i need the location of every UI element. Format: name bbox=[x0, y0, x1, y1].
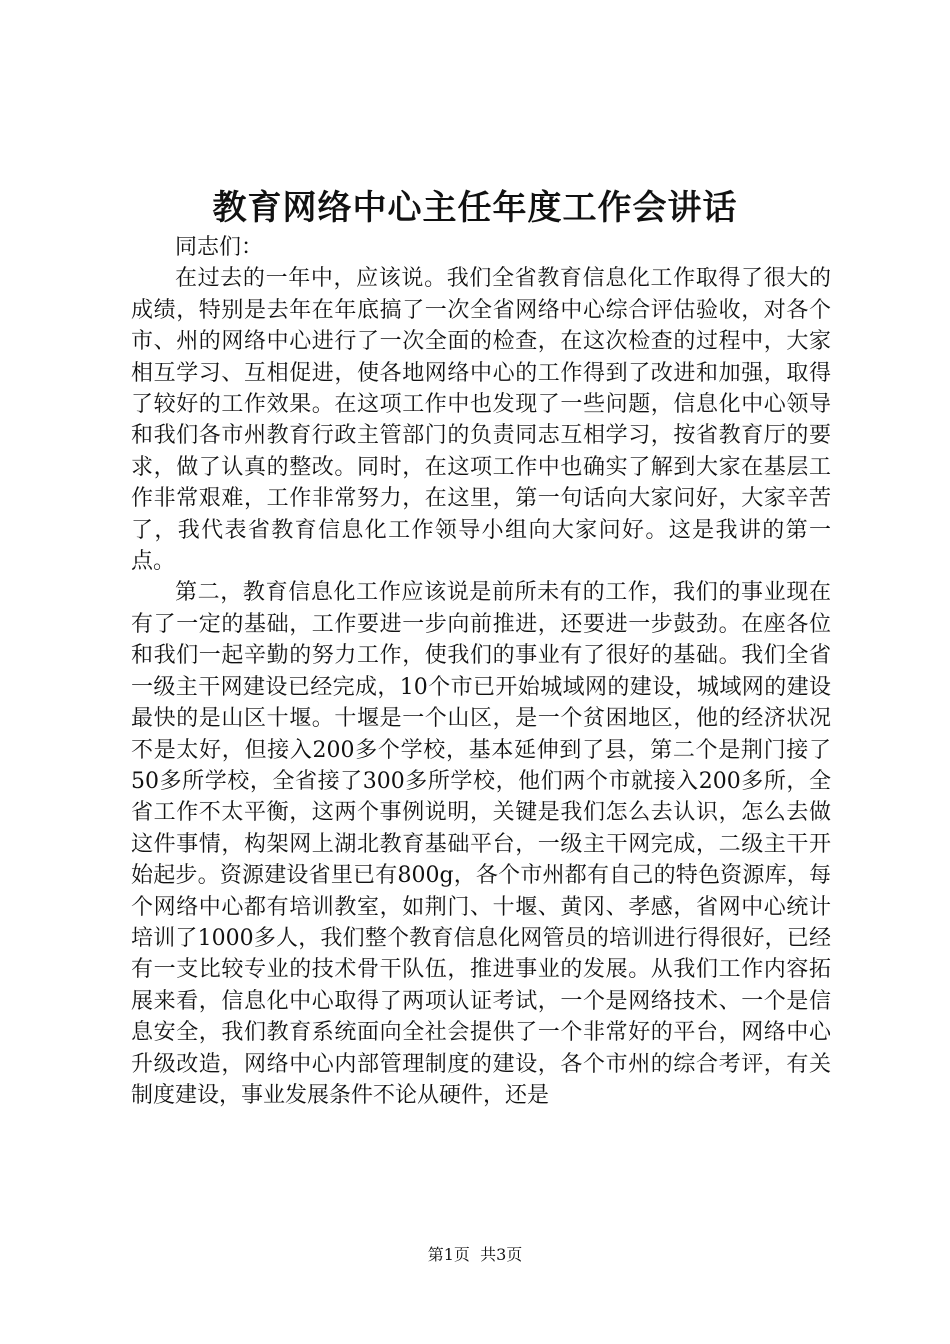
page-number-label: 第1页 共3页 bbox=[427, 1245, 523, 1264]
document-title: 教育网络中心主任年度工作会讲话 bbox=[212, 188, 738, 228]
salutation: 同志们： bbox=[175, 235, 264, 260]
paragraph-2: 第二，教育信息化工作应该说是前所未有的工作，我们的事业现在有了一定的基础，工作要进一步向前推进，还要进一步鼓劲。在座各位和我们一起辛勤的努力工作，使我们的事业有了很好的基础。我们全省一级主干网建设已经完成，10个市已开始城域网的建设，城域网的建设最快的是山区十堰。十堰是一个山区，是一个贫困地区，他的经济状况不是太好，但接入200多个学校，基本延伸到了县，第二个是荆门接了50多所学校，全省接了300多所学校，他们两个市就接入200多所，全省工作不太平衡，这两个事例说明，关键是我们怎么去认识，怎么去做这件事情，构架网上湖北教育基础平台，一级主干网完成，二级主干开始起步。资源建设省里已有800g，各个市州都有自己的特色资源库，每个网络中心都有培训教室，如荆门、十堰、黄冈、孝感，省网中心统计培训了1000多人，我们整个教育信息化网管员的培训进行得很好，已经有一支比较专业的技术骨干队伍，推进事业的发展。从我们工作内容拓展来看，信息化中心取得了两项认证考试，一个是网络技术、一个是信息安全，我们教育系统面向全社会提供了一个非常好的平台，网络中心升级改造，网络中心内部管理制度的建设，各个市州的综合考评，有关制度建设，事业发展条件不论从硬件，还是 bbox=[131, 580, 831, 1108]
document-body bbox=[131, 232, 831, 1111]
paragraph-1: 在过去的一年中，应该说。我们全省教育信息化工作取得了很大的成绩，特别是去年在年底搞了一次全省网络中心综合评估验收，对各个市、州的网络中心进行了一次全面的检查，在这次检查的过程中，大家相互学习、互相促进，使各地网络中心的工作得到了改进和加强，取得了较好的工作效果。在这项工作中也发现了一些问题，信息化中心领导和我们各市州教育行政主管部门的负责同志互相学习，按省教育厅的要求，做了认真的整改。同时，在这项工作中也确实了解到大家在基层工作非常艰难，工作非常努力，在这里，第一句话向大家问好，大家辛苦了，我代表省教育信息化工作领导小组向大家问好。这是我讲的第一点。 bbox=[131, 266, 831, 575]
page-footer bbox=[0, 1245, 950, 1265]
